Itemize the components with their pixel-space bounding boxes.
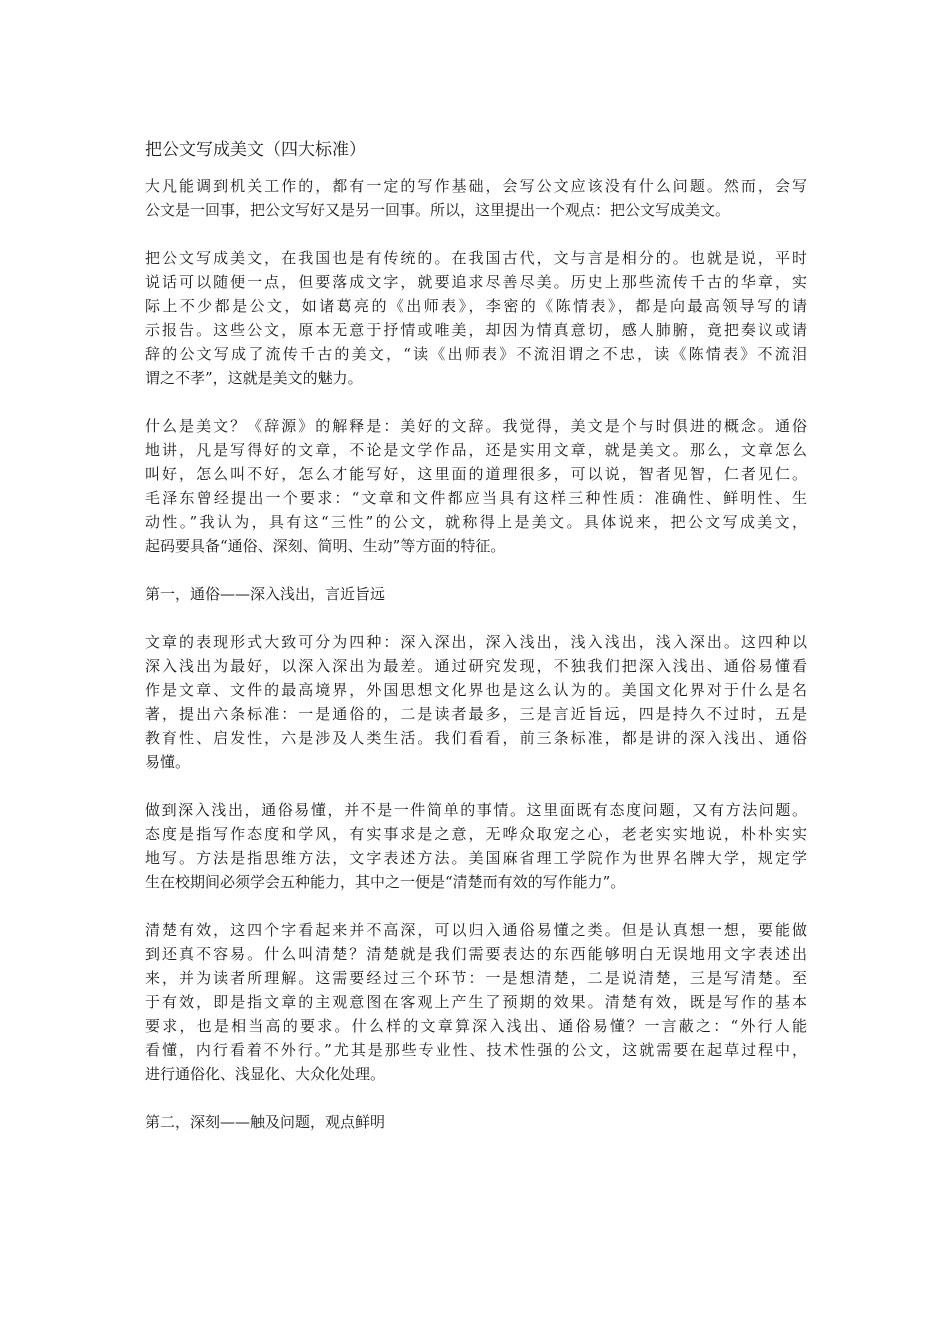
body-paragraph xyxy=(145,174,807,222)
text-line: 做到深入浅出，通俗易懂，并不是一件简单的事情。这里面既有态度问题，又有方法问题。 xyxy=(145,801,807,819)
text-line: 把公文写成美文，在我国也是有传统的。在我国古代，文与言是相分的。也就是说，平时 xyxy=(145,249,807,267)
text-line: 地讲，凡是写得好的文章，不论是文学作品，还是实用文章，就是美文。那么，文章怎么 xyxy=(145,441,807,459)
text-line: 毛泽东曾经提出一个要求：“文章和文件都应当具有这样三种性质：准确性、鲜明性、生 xyxy=(145,489,807,507)
section-heading xyxy=(145,582,807,606)
text-line: 文章的表现形式大致可分为四种：深入深出，深入浅出，浅入浅出，浅入深出。这四种以 xyxy=(145,633,807,651)
document-title: 把公文写成美文（四大标准） xyxy=(145,140,366,160)
text-line: 看懂，内行看着不外行。”尤其是那些专业性、技术性强的公文，这就需要在起草过程中， xyxy=(145,1041,807,1059)
text-line: 公文是一回事，把公文写好又是另一回事。所以，这里提出一个观点：把公文写成美文。 xyxy=(145,201,731,219)
section-heading xyxy=(145,1110,807,1134)
text-line: 来，并为读者所理解。这需要经过三个环节：一是想清楚，二是说清楚，三是写清楚。至 xyxy=(145,969,807,987)
text-line: 要求，也是相当高的要求。什么样的文章算深入浅出、通俗易懂？一言蔽之：“外行人能 xyxy=(145,1017,807,1035)
text-line: 辞的公文写成了流传千古的美文，“读《出师表》不流泪谓之不忠，读《陈情表》不流泪 xyxy=(145,345,807,363)
body-paragraph xyxy=(145,918,807,1086)
text-line: 到还真不容易。什么叫清楚？清楚就是我们需要表达的东西能够明白无误地用文字表述出 xyxy=(145,945,807,963)
body-paragraph xyxy=(145,630,807,774)
text-line: 深入浅出为最好，以深入深出为最差。通过研究发现，不独我们把深入浅出、通俗易懂看 xyxy=(145,657,807,675)
text-line: 大凡能调到机关工作的，都有一定的写作基础，会写公文应该没有什么问题。然而，会写 xyxy=(145,177,807,195)
text-line: 叫好，怎么叫不好，怎么才能写好，这里面的道理很多，可以说，智者见智，仁者见仁。 xyxy=(145,465,807,483)
document-body xyxy=(145,174,807,1158)
text-line: 动性。”我认为，具有这“三性”的公文，就称得上是美文。具体说来，把公文写成美文， xyxy=(145,513,807,531)
text-line: 易懂。 xyxy=(145,753,191,771)
text-line: 态度是指写作态度和学风，有实事求是之意，无哗众取宠之心，老老实实地说，朴朴实实 xyxy=(145,825,807,843)
body-paragraph xyxy=(145,414,807,558)
text-line: 地写。方法是指思维方法，文字表述方法。美国麻省理工学院作为世界名牌大学，规定学 xyxy=(145,849,807,867)
text-line: 谓之不孝”，这就是美文的魅力。 xyxy=(145,369,363,387)
body-paragraph xyxy=(145,798,807,894)
text-line: 说话可以随便一点，但要落成文字，就要追求尽善尽美。历史上那些流传千古的华章，实 xyxy=(145,273,807,291)
text-line: 示报告。这些公文，原本无意于抒情或唯美，却因为情真意切，感人肺腑，竟把奏议或请 xyxy=(145,321,807,339)
text-line: 著，提出六条标准：一是通俗的，二是读者最多，三是言近旨远，四是持久不过时，五是 xyxy=(145,705,807,723)
text-line: 起码要具备“通俗、深刻、简明、生动”等方面的特征。 xyxy=(145,537,506,555)
text-line: 生在校期间必须学会五种能力，其中之一便是“清楚而有效的写作能力”。 xyxy=(145,873,626,891)
text-line: 什么是美文？《辞源》的解释是：美好的文辞。我觉得，美文是个与时俱进的概念。通俗 xyxy=(145,417,807,435)
text-line: 第二，深刻——触及问题，观点鲜明 xyxy=(145,1113,386,1131)
text-line: 作是文章、文件的最高境界，外国思想文化界也是这么认为的。美国文化界对于什么是名 xyxy=(145,681,807,699)
text-line: 清楚有效，这四个字看起来并不高深，可以归入通俗易懂之类。但是认真想一想，要能做 xyxy=(145,921,807,939)
text-line: 进行通俗化、浅显化、大众化处理。 xyxy=(145,1065,386,1083)
text-line: 于有效，即是指文章的主观意图在客观上产生了预期的效果。清楚有效，既是写作的基本 xyxy=(145,993,807,1011)
text-line: 教育性、启发性，六是涉及人类生活。我们看看，前三条标准，都是讲的深入浅出、通俗 xyxy=(145,729,807,747)
text-line: 第一，通俗——深入浅出，言近旨远 xyxy=(145,585,386,603)
text-line: 际上不少都是公文，如诸葛亮的《出师表》，李密的《陈情表》，都是向最高领导写的请 xyxy=(145,297,807,315)
body-paragraph xyxy=(145,246,807,390)
